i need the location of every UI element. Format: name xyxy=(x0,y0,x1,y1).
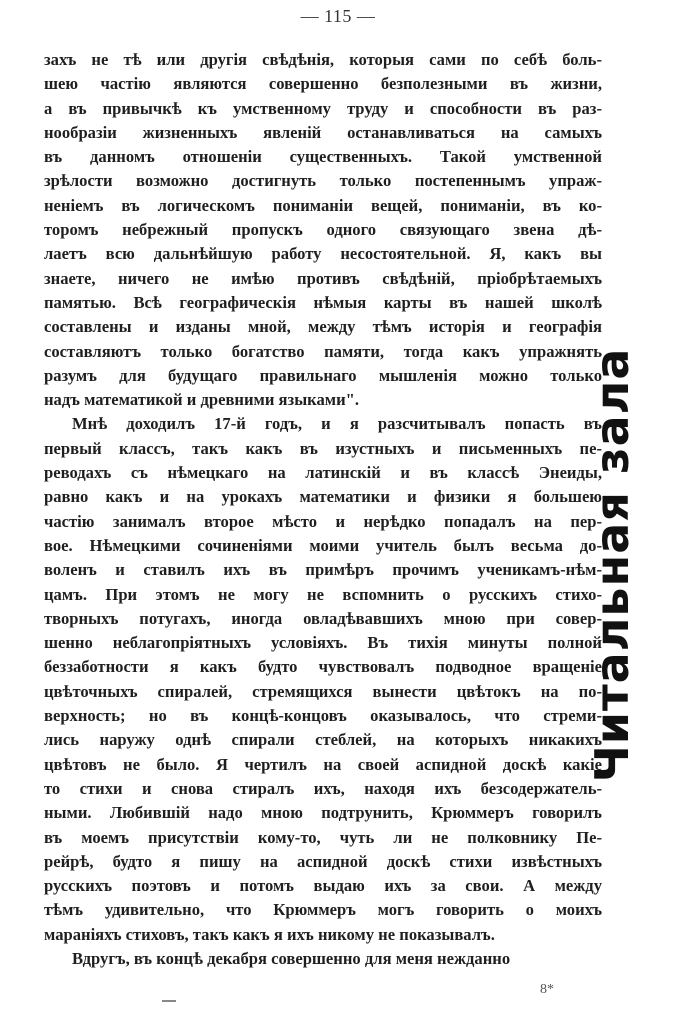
text-line: лаетъ всю дальнѣйшую работу несостоятельной. Я, какъ вы xyxy=(44,244,602,264)
text-line: въ данномъ отношеніи существенныхъ. Такой умственной xyxy=(44,147,602,167)
text-line: вое. Нѣмецкими сочиненіями моими учитель былъ весьма до- xyxy=(44,535,602,555)
text-line: цвѣтовъ не было. Я чертилъ на своей аспидной доскѣ какіе xyxy=(44,754,602,774)
paragraph-start-line: Мнѣ доходилъ 17-й годъ, и я разсчитывалъ попасть въ xyxy=(72,414,602,434)
text-line: цвѣточныхъ спиралей, стремящихся вынести цвѣтокъ на по- xyxy=(44,681,602,701)
text-line: въ моемъ присутствіи кому-то, чуть ли не полковнику Пе- xyxy=(44,827,602,847)
text-line: знаете, ничего не имѣю противъ свѣдѣній, пріобрѣтаемыхъ xyxy=(44,268,602,288)
text-line: беззаботности я какъ будто чувствовалъ подводное вращеніе xyxy=(44,657,602,677)
signature-mark: 8* xyxy=(540,982,554,997)
text-line: реводахъ съ нѣмецкаго на латинскій и въ классѣ Энеиды, xyxy=(44,463,602,483)
text-line: частію занималъ второе мѣсто и нерѣдко попадалъ на пер- xyxy=(44,511,602,531)
paragraph-end-line: мараніяхъ стиховъ, такъ какъ я ихъ никому не показывалъ. xyxy=(44,924,495,944)
text-line: воленъ и ставилъ ихъ въ примѣръ прочимъ ученикамъ-нѣм- xyxy=(44,560,602,580)
text-line: захъ не тѣ или другія свѣдѣнія, которыя сами по себѣ боль- xyxy=(44,50,602,69)
text-line: то стихи и снова стиралъ ихъ, находя ихъ безсодержатель- xyxy=(44,778,602,798)
text-line: русскихъ поэтовъ и потомъ выдаю ихъ за свои. А между xyxy=(44,876,602,896)
stamp-text: Читальная зала xyxy=(585,347,639,783)
bottom-dash-mark xyxy=(162,1000,176,1002)
text-line: составлены и изданы мной, между тѣмъ исторія и географія xyxy=(44,317,602,337)
text-line: верхность; но въ концѣ-концовъ оказывалось, что стреми- xyxy=(44,706,602,726)
text-line: шенно неблагопріятныхъ условіяхъ. Въ тихія минуты полной xyxy=(44,633,602,653)
text-line: рейрѣ, будто я пишу на аспидной доскѣ стихи извѣстныхъ xyxy=(44,851,602,871)
paragraph-end-line: надъ математикой и древними языками". xyxy=(44,390,359,410)
text-line: ными. Любившій надо мною подтрунить, Крюммеръ говорилъ xyxy=(44,803,602,823)
text-line: составляютъ только богатство памяти, тогда какъ упражнять xyxy=(44,341,602,361)
text-line: равно какъ и на урокахъ математики и физики я большею xyxy=(44,487,602,507)
text-line: нообразіи жизненныхъ явленій останавливаться на самыхъ xyxy=(44,122,602,142)
text-line: разумъ для будущаго правильнаго мышленія можно только xyxy=(44,365,602,385)
text-line: цамъ. При этомъ не могу не вспомнить о русскихъ стихо- xyxy=(44,584,602,604)
text-line: памятью. Всѣ географическія нѣмыя карты въ нашей школѣ xyxy=(44,292,602,312)
body-text xyxy=(44,48,602,971)
text-line: первый классъ, такъ какъ въ изустныхъ и письменныхъ пе- xyxy=(44,438,602,458)
text-line: шею частію являются совершенно безполезными въ жизни, xyxy=(44,74,602,94)
text-line: творныхъ потугахъ, иногда овладѣвавшихъ мною при совер- xyxy=(44,608,602,628)
page-number: — 115 — xyxy=(300,6,376,26)
text-line: неніемъ въ логическомъ пониманіи вещей, пониманіи, въ ко- xyxy=(44,195,602,215)
text-line: а въ привычкѣ къ умственному труду и способности въ раз- xyxy=(44,98,602,118)
text-line: зрѣлости возможно достигнуть только постепеннымъ упраж- xyxy=(44,171,602,191)
paragraph-start-line: Вдругъ, въ концѣ декабря совершенно для меня нежданно xyxy=(72,948,511,968)
text-line: тѣмъ удивительно, что Крюммеръ могъ говорить о моихъ xyxy=(44,900,602,920)
text-line: торомъ небрежный пропускъ одного связующаго звена дѣ- xyxy=(44,220,602,240)
text-line: лись наружу однѣ спирали стеблей, на которыхъ никакихъ xyxy=(44,730,602,750)
library-stamp xyxy=(582,340,642,790)
